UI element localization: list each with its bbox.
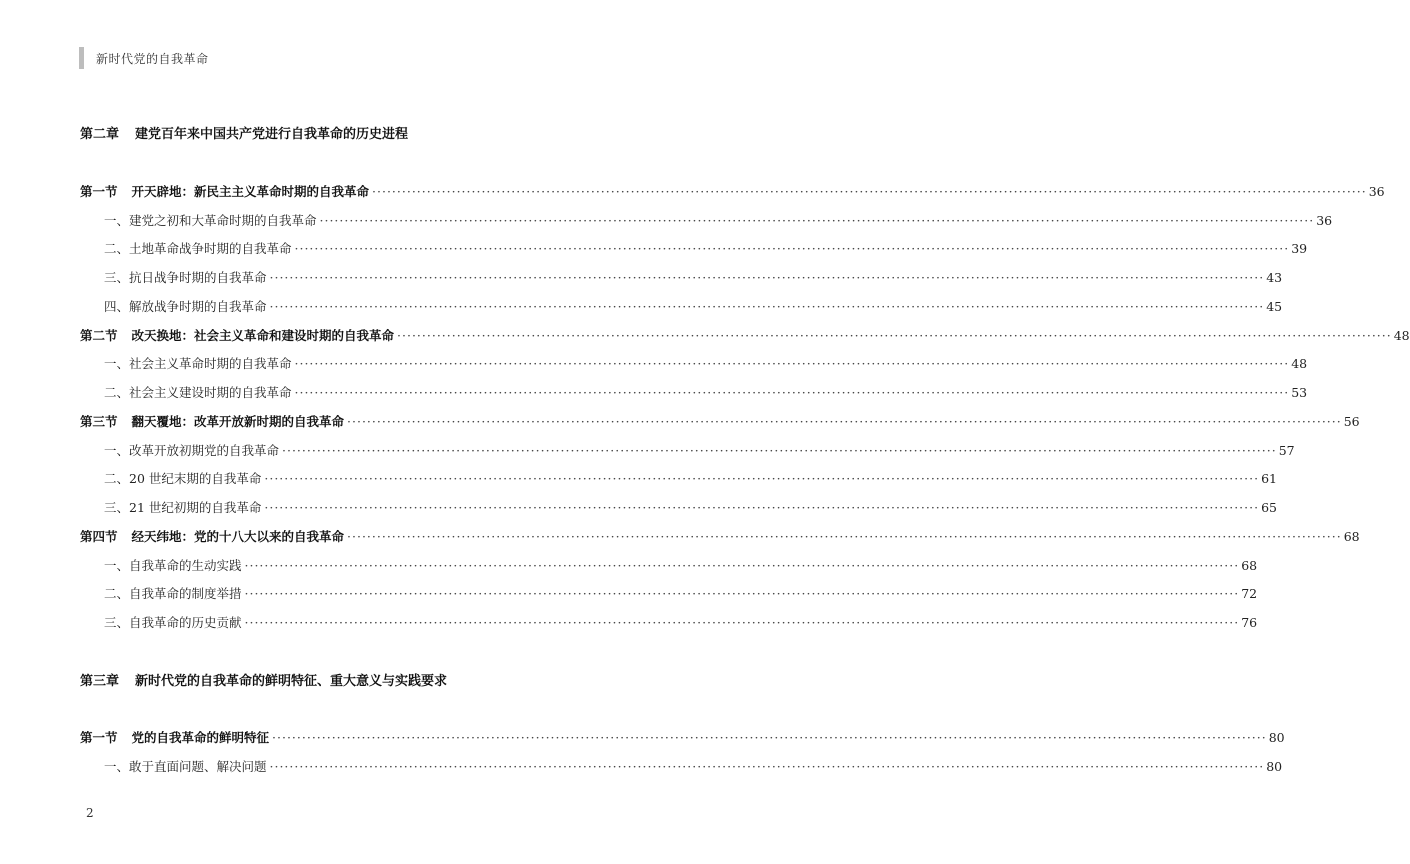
entry-page-number: 36 xyxy=(1316,213,1333,228)
entry-page-number: 80 xyxy=(1268,730,1285,745)
header-title: 新时代党的自我革命 xyxy=(96,51,209,66)
entry-page-number: 53 xyxy=(1291,385,1308,400)
dot-leader: ········································································································································································································ xyxy=(294,356,1290,371)
entry-title: 改天换地：社会主义革命和建设时期的自我革命 xyxy=(131,328,395,343)
dot-leader: ········································································································································································································ xyxy=(269,759,1265,774)
chapter-heading-2[interactable] xyxy=(80,123,408,142)
toc-subsection-entry[interactable] xyxy=(0,354,1308,372)
entry-page-number: 39 xyxy=(1291,241,1308,256)
dot-leader: ········································································································································································································ xyxy=(319,213,1315,228)
dot-leader: ········································································································································································································ xyxy=(244,615,1240,630)
dot-leader: ········································································································································································································ xyxy=(244,558,1240,573)
entry-title: 三、自我革命的历史贡献 xyxy=(104,615,242,630)
entry-title: 二、20 世纪末期的自我革命 xyxy=(104,471,262,486)
toc-subsection-entry[interactable] xyxy=(0,239,1308,257)
toc-section-entry[interactable] xyxy=(0,527,1360,545)
dot-leader: ········································································································································································································ xyxy=(269,299,1265,314)
entry-page-number: 76 xyxy=(1241,615,1258,630)
toc-subsection-entry[interactable] xyxy=(0,556,1258,574)
entry-page-number: 57 xyxy=(1278,443,1295,458)
dot-leader: ········································································································································································································ xyxy=(264,471,1260,486)
dot-leader: ········································································································································································································ xyxy=(264,500,1260,515)
chapter-number: 第二章 xyxy=(80,127,120,142)
entry-title: 党的自我革命的鲜明特征 xyxy=(131,730,270,745)
entry-title: 经天纬地：党的十八大以来的自我革命 xyxy=(131,529,345,544)
entry-title: 三、21 世纪初期的自我革命 xyxy=(104,500,262,515)
entry-page-number: 36 xyxy=(1368,184,1385,199)
running-header xyxy=(79,47,209,69)
entry-page-number: 68 xyxy=(1343,529,1360,544)
entry-title: 一、社会主义革命时期的自我革命 xyxy=(104,356,292,371)
entry-page-number: 80 xyxy=(1266,759,1283,774)
entry-title: 二、自我革命的制度举措 xyxy=(104,586,242,601)
toc-section-entry[interactable] xyxy=(0,412,1360,430)
toc-subsection-entry[interactable] xyxy=(0,498,1277,516)
entry-title: 开天辟地：新民主主义革命时期的自我革命 xyxy=(131,184,370,199)
section-number: 第四节 xyxy=(80,529,118,544)
entry-title: 三、抗日战争时期的自我革命 xyxy=(104,270,267,285)
section-number: 第一节 xyxy=(80,184,118,199)
dot-leader: ········································································································································································································ xyxy=(269,270,1265,285)
entry-title: 一、建党之初和大革命时期的自我革命 xyxy=(104,213,317,228)
entry-page-number: 56 xyxy=(1343,414,1360,429)
entry-title: 翻天覆地：改革开放新时期的自我革命 xyxy=(131,414,345,429)
entry-page-number: 48 xyxy=(1291,356,1308,371)
entry-title: 一、自我革命的生动实践 xyxy=(104,558,242,573)
entry-page-number: 48 xyxy=(1393,328,1410,343)
header-bar xyxy=(79,47,84,69)
toc-subsection-entry[interactable] xyxy=(0,584,1258,602)
dot-leader: ········································································································································································································ xyxy=(294,241,1290,256)
entry-page-number: 45 xyxy=(1266,299,1283,314)
section-number: 第一节 xyxy=(80,730,118,745)
toc-subsection-entry[interactable] xyxy=(0,613,1258,631)
entry-title: 二、社会主义建设时期的自我革命 xyxy=(104,385,292,400)
toc-subsection-entry[interactable] xyxy=(0,268,1283,286)
dot-leader: ········································································································································································································ xyxy=(372,184,1367,199)
toc-subsection-entry[interactable] xyxy=(0,383,1308,401)
toc-section-entry[interactable] xyxy=(0,728,1285,746)
toc-subsection-entry[interactable] xyxy=(0,441,1295,459)
chapter-heading-3[interactable] xyxy=(80,670,447,689)
chapter-title: 新时代党的自我革命的鲜明特征、重大意义与实践要求 xyxy=(135,674,448,689)
toc-subsection-entry[interactable] xyxy=(0,757,1283,775)
toc-subsection-entry[interactable] xyxy=(0,469,1277,487)
toc-subsection-entry[interactable] xyxy=(0,211,1333,229)
toc-section-entry[interactable] xyxy=(0,182,1385,200)
section-number: 第三节 xyxy=(80,414,118,429)
dot-leader: ········································································································································································································ xyxy=(282,443,1277,458)
dot-leader: ········································································································································································································ xyxy=(272,730,1267,745)
chapter-number: 第三章 xyxy=(80,674,120,689)
section-number: 第二节 xyxy=(80,328,118,343)
entry-title: 一、改革开放初期党的自我革命 xyxy=(104,443,280,458)
entry-title: 二、土地革命战争时期的自我革命 xyxy=(104,241,292,256)
dot-leader: ········································································································································································································ xyxy=(347,414,1342,429)
entry-page-number: 72 xyxy=(1241,586,1258,601)
toc-subsection-entry[interactable] xyxy=(0,297,1283,315)
entry-title: 四、解放战争时期的自我革命 xyxy=(104,299,267,314)
entry-page-number: 43 xyxy=(1266,270,1283,285)
entry-title: 一、敢于直面问题、解决问题 xyxy=(104,759,267,774)
dot-leader: ········································································································································································································ xyxy=(294,385,1290,400)
toc-section-entry[interactable] xyxy=(0,326,1410,344)
dot-leader: ········································································································································································································ xyxy=(244,586,1240,601)
page-number: 2 xyxy=(86,806,94,820)
chapter-title: 建党百年来中国共产党进行自我革命的历史进程 xyxy=(135,127,409,142)
entry-page-number: 61 xyxy=(1261,471,1277,486)
dot-leader: ········································································································································································································ xyxy=(347,529,1342,544)
dot-leader: ········································································································································································································ xyxy=(397,328,1392,343)
entry-page-number: 68 xyxy=(1241,558,1258,573)
entry-page-number: 65 xyxy=(1261,500,1277,515)
